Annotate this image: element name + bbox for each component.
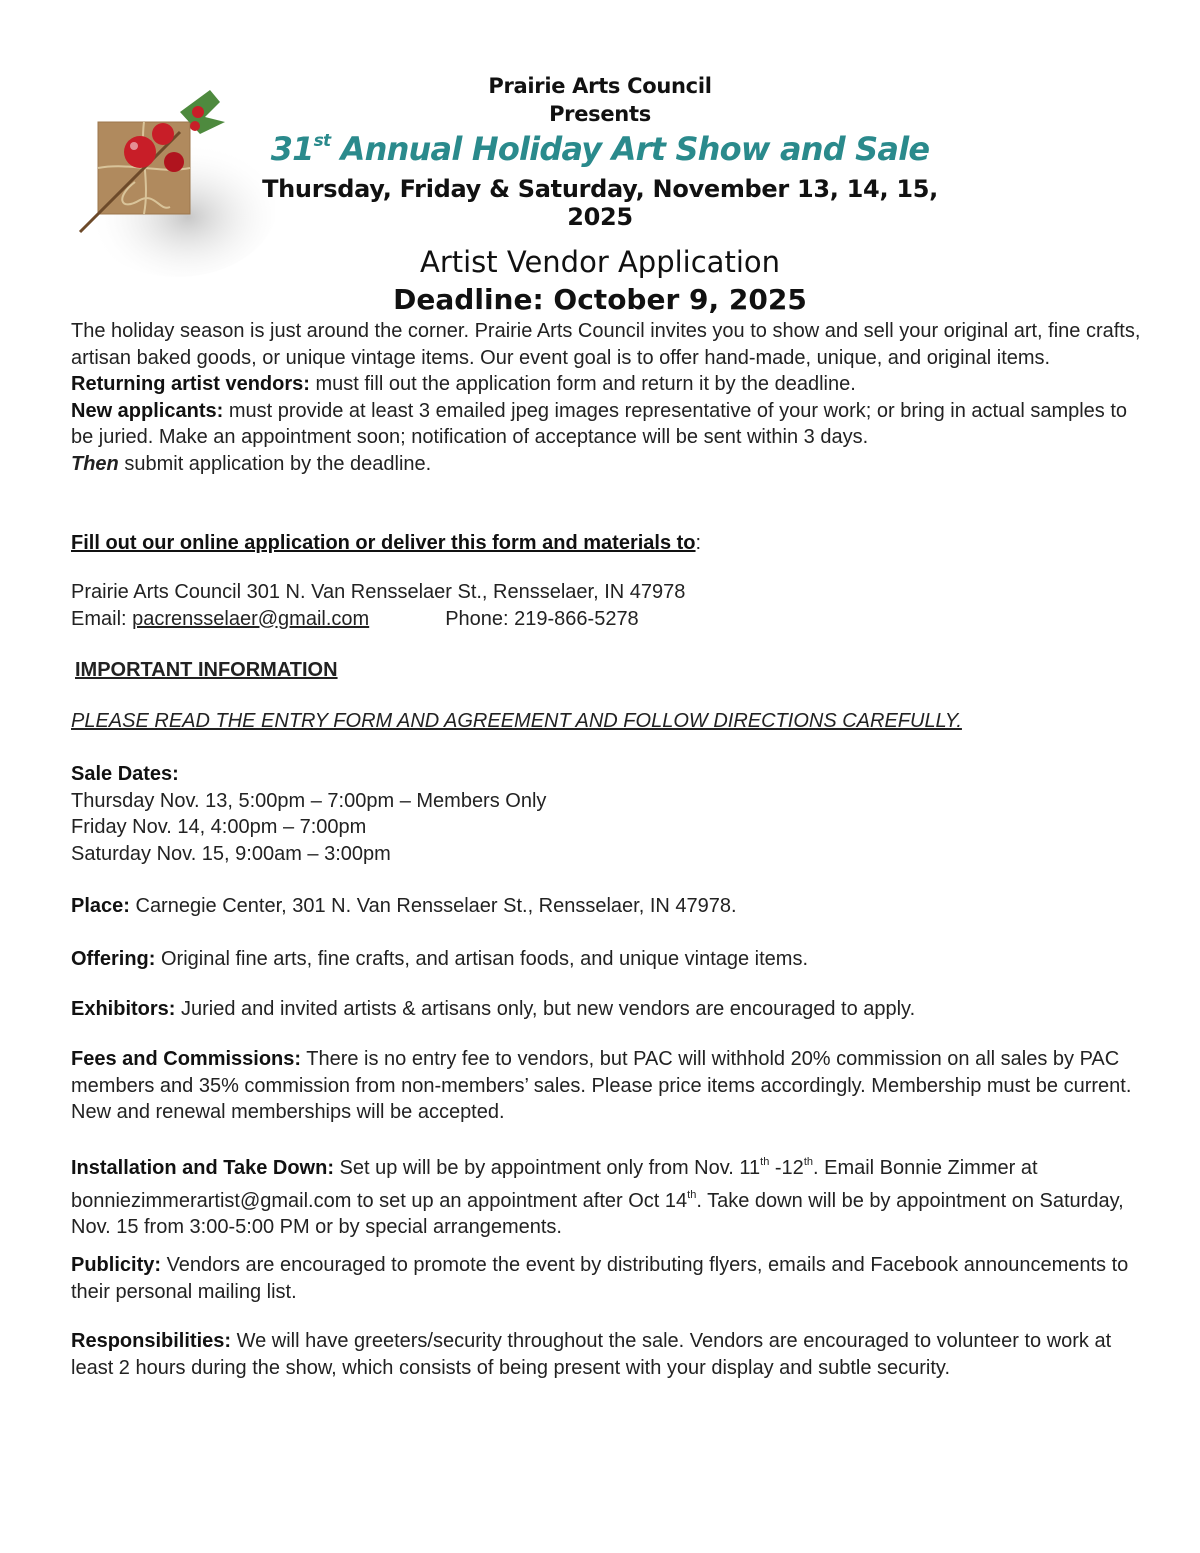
deliver-heading-text: Fill out our online application or deliver this form and materials to — [71, 532, 696, 554]
deliver-heading — [71, 530, 1151, 557]
publicity-text: Vendors are encouraged to promote the event by distributing flyers, emails and Facebook announcements to their personal mailing list. — [71, 1254, 1129, 1303]
contact-line — [71, 606, 1151, 633]
event-dates: Thursday, Friday & Saturday, November 13, 14, 15, 2025 — [262, 175, 938, 231]
important-heading: IMPORTANT INFORMATION — [75, 659, 338, 681]
exhibitors-label: Exhibitors: — [71, 998, 176, 1020]
sale-date-item: Saturday Nov. 15, 9:00am – 3:00pm — [71, 842, 391, 865]
fees-text: There is no entry fee to vendors, but PAC will withhold 20% commission on all sales by PAC members and 35% commission from non-members’ sales. Please price items accordingly. Membership must be current. New and renewal memberships will be accepted. — [71, 1048, 1132, 1123]
ordinal-suffix: th — [760, 1156, 770, 1168]
ordinal-suffix: th — [687, 1188, 697, 1201]
sale-dates-label: Sale Dates: — [71, 763, 179, 785]
new-applicants-label: New applicants: — [71, 399, 224, 422]
place-section — [71, 893, 1151, 920]
returning-label: Returning artist vendors: — [71, 373, 310, 395]
application-title: Artist Vendor Application — [419, 245, 781, 279]
then-label: Then — [71, 452, 119, 475]
presents-label: Presents — [549, 102, 651, 126]
then-submit — [71, 451, 1151, 478]
fees-section — [71, 1046, 1151, 1126]
exhibitors-text: Juried and invited artists & artisans only, but new vendors are encouraged to apply. — [175, 998, 916, 1020]
ordinal-suffix: th — [803, 1156, 813, 1168]
sale-dates-section — [71, 761, 1151, 867]
email-label: Email: — [71, 607, 133, 630]
offering-text: Original fine arts, fine crafts, and artisan foods, and unique vintage items. — [155, 948, 809, 970]
then-text: submit application by the deadline. — [118, 452, 432, 475]
installation-section — [71, 1149, 1151, 1241]
sale-date-item: Friday Nov. 14, 4:00pm – 7:00pm — [71, 816, 367, 838]
read-carefully-notice: PLEASE READ THE ENTRY FORM AND AGREEMENT AND FOLLOW DIRECTIONS CAREFULLY. — [71, 710, 962, 732]
deliver-heading-colon: : — [695, 532, 702, 554]
installation-text: . Email Bonnie Zimmer at bonniezimmerartist@gmail.com to set up an appointment after Oct 14 — [71, 1157, 1038, 1212]
intro-section — [71, 318, 1151, 477]
title-number: 31 — [270, 130, 314, 168]
exhibitors-section — [71, 996, 1151, 1023]
installation-text: -12 — [769, 1157, 804, 1179]
fees-label: Fees and Commissions: — [71, 1048, 302, 1070]
new-applicants — [71, 398, 1151, 451]
returning-text: must fill out the application form and return it by the deadline. — [309, 373, 856, 395]
title-ordinal: st — [313, 131, 331, 151]
application-deadline: Deadline: October 9, 2025 — [393, 283, 807, 316]
intro-paragraph: The holiday season is just around the corner. Prairie Arts Council invites you to show and sell your original art, fine crafts, artisan baked goods, or unique vintage items. Our event goal is to offer hand-made, unique, and original items. — [71, 320, 1141, 369]
phone-number: Phone: 219-866-5278 — [445, 607, 639, 630]
publicity-section — [71, 1252, 1151, 1305]
organization-header — [0, 72, 1200, 128]
responsibilities-label: Responsibilities: — [71, 1330, 232, 1352]
mailing-address: Prairie Arts Council 301 N. Van Rensselaer St., Rensselaer, IN 47978 — [71, 581, 686, 603]
installation-text: . Take down will be by appointment on Saturday, Nov. 15 from 3:00-5:00 PM or by special arrangements. — [71, 1189, 1124, 1238]
publicity-label: Publicity: — [71, 1254, 162, 1276]
installation-label: Installation and Take Down: — [71, 1157, 334, 1179]
place-text: Carnegie Center, 301 N. Van Rensselaer St., Rensselaer, IN 47978. — [129, 895, 737, 917]
new-applicants-text: must provide at least 3 emailed jpeg images representative of your work; or bring in actual samples to be juried. Make an appointment soon; notification of acceptance will be sent within 3 days. — [71, 399, 1128, 448]
email-link[interactable]: pacrensselaer@gmail.com — [132, 607, 370, 630]
show-title — [0, 130, 1200, 168]
responsibilities-section — [71, 1328, 1151, 1381]
contact-block — [71, 579, 1151, 632]
organization-name: Prairie Arts Council — [488, 74, 712, 98]
offering-section — [71, 946, 1151, 973]
sale-date-item: Thursday Nov. 13, 5:00pm – 7:00pm – Members Only — [71, 789, 547, 812]
title-text: Annual Holiday Art Show and Sale — [330, 130, 930, 168]
offering-label: Offering: — [71, 948, 156, 970]
installation-text: Set up will be by appointment only from Nov. 11 — [334, 1157, 761, 1179]
returning-vendors — [71, 371, 1151, 398]
responsibilities-text: We will have greeters/security throughout the sale. Vendors are encouraged to volunteer to work at least 2 hours during the show, which consists of being present with your display and subtle security. — [71, 1330, 1112, 1379]
place-label: Place: — [71, 895, 130, 917]
